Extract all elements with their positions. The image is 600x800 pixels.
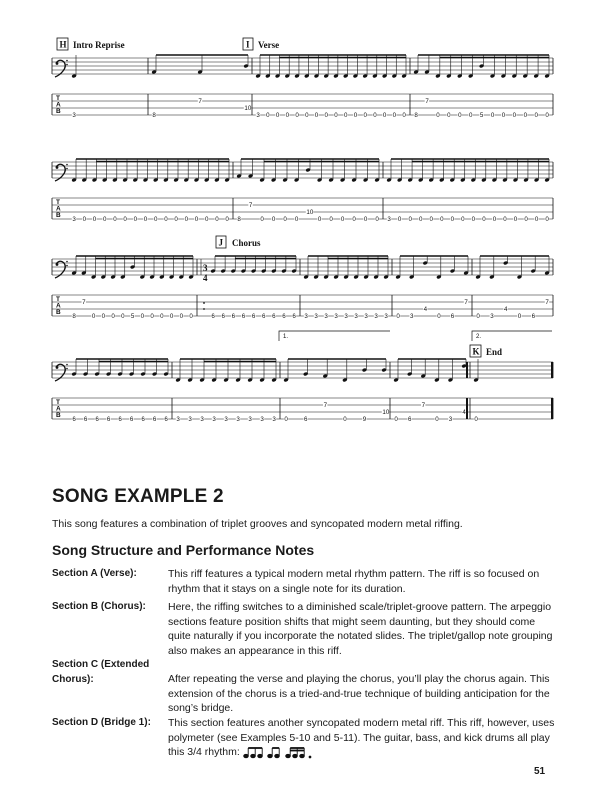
tab-fret-number: 0 (471, 216, 476, 224)
tab-fret-number: 4 (504, 306, 508, 314)
section-note-text: This riff features a typical modern metal rhythm pattern. The riff is so focused on rhythm that it stays on a single note for its duration. (168, 568, 540, 595)
svg-text:A: A (56, 101, 61, 109)
tab-fret-number: 0 (283, 216, 287, 224)
page-heading: SONG EXAMPLE 2 (52, 486, 224, 507)
tab-fret-number: 0 (474, 416, 478, 424)
tab-fret-number: 0 (363, 112, 367, 120)
ending-brackets (279, 331, 552, 341)
measure (386, 159, 549, 223)
tab-fret-number: 6 (118, 416, 122, 424)
svg-text:A: A (56, 205, 61, 213)
tab-fret-number: 0 (534, 112, 538, 120)
tab-fret-number: 7 (248, 202, 253, 210)
svg-text:B: B (56, 108, 61, 115)
measure (151, 55, 251, 119)
tab-fret-number: 3 (72, 112, 76, 120)
svg-text:A: A (56, 405, 61, 413)
section-note-a (52, 567, 557, 596)
svg-text:J: J (218, 237, 223, 248)
tab-fret-number: 0 (225, 216, 229, 224)
tab-fret-number: 0 (394, 416, 398, 424)
measure (71, 359, 168, 423)
tab-fret-number: 0 (447, 112, 451, 120)
section-note-b (52, 600, 557, 658)
tab-clef-icon (56, 296, 61, 316)
section-label-verse: Verse (258, 40, 280, 50)
page-number: 51 (534, 766, 546, 777)
music-system (52, 159, 553, 223)
tab-fret-number: 0 (363, 216, 368, 224)
tab-fret-number: 0 (154, 216, 158, 224)
tab-fret-number: 3 (248, 416, 252, 424)
tab-fret-number: 3 (410, 313, 414, 321)
tab-fret-number: 0 (179, 313, 184, 321)
tab-fret-number: 0 (512, 112, 517, 120)
tab-fret-number: 0 (375, 216, 379, 224)
tab-fret-number: 0 (517, 313, 522, 321)
section-note-label: Section A (Verse): (52, 568, 137, 579)
svg-text:3: 3 (203, 263, 208, 273)
tab-fret-number: 4 (462, 409, 466, 417)
tab-fret-number: 8 (414, 112, 418, 120)
tab-fret-number: 6 (272, 313, 276, 321)
tab-fret-number: 3 (260, 416, 264, 424)
svg-text:T: T (56, 199, 60, 206)
tab-fret-number: 0 (503, 216, 507, 224)
section-note-text (168, 716, 557, 760)
tab-fret-number: 10 (244, 105, 252, 113)
tab-fret-number: 6 (251, 313, 256, 321)
tab-fret-number: 0 (215, 216, 219, 224)
tab-fret-number: 6 (129, 416, 134, 424)
tab-fret-number: 0 (396, 313, 400, 321)
tab-fret-number: 0 (382, 112, 387, 120)
tab-fret-number: 0 (121, 313, 125, 321)
music-system (52, 359, 553, 423)
tab-fret-number: 0 (113, 216, 117, 224)
measure (475, 256, 549, 320)
tab-fret-number: 0 (101, 313, 106, 321)
tab-fret-number: 0 (440, 216, 444, 224)
tab-fret-number: 0 (435, 416, 439, 424)
svg-text:H: H (59, 39, 67, 50)
tab-fret-number: 0 (468, 112, 473, 120)
rhythm-figure (243, 746, 317, 759)
svg-text:T: T (56, 95, 60, 102)
tab-fret-number: 3 (490, 313, 494, 321)
tab-fret-number: 0 (436, 112, 440, 120)
tab-fret-number: 8 (237, 216, 241, 224)
tab-fret-number: 7 (545, 299, 549, 307)
tab-fret-number: 6 (292, 313, 296, 321)
tab-fret-number: 3 (387, 216, 391, 224)
measure (71, 256, 193, 320)
tab-fret-number: 3 (448, 416, 453, 424)
tab-fret-number: 0 (184, 216, 189, 224)
tab-fret-number: 9 (362, 416, 367, 424)
tab-fret-number: 6 (83, 416, 88, 424)
tab-fret-number: 0 (353, 112, 358, 120)
tab-fret-number: 0 (450, 216, 455, 224)
tab-fret-number: 0 (91, 313, 96, 321)
measure (283, 359, 389, 423)
tab-fret-number: 7 (421, 402, 426, 410)
tab-fret-number: 0 (352, 216, 356, 224)
tab-fret-number: 0 (111, 313, 115, 321)
tab-fret-number: 3 (272, 416, 276, 424)
tab-fret-number: 7 (198, 98, 202, 106)
tab-fret-number: 0 (92, 216, 97, 224)
tab-fret-number: 7 (425, 98, 429, 106)
tab-fret-number: 8 (72, 313, 76, 321)
tab-fret-number: 0 (392, 112, 397, 120)
tab-fret-number: 3 (314, 313, 318, 321)
tab-fret-number: 0 (189, 313, 193, 321)
tab-fret-number: 6 (450, 313, 455, 321)
tab-fret-number: 3 (344, 313, 348, 321)
tab-fret-number: 7 (323, 402, 328, 410)
tab-fret-number: 3 (236, 416, 240, 424)
tab-fret-number: 3 (176, 416, 180, 424)
tab-fret-number: 0 (174, 216, 178, 224)
section-label-chorus: Chorus (232, 238, 261, 248)
tab-fret-number: 0 (133, 216, 138, 224)
tab-fret-number: 6 (95, 416, 99, 424)
tab-fret-number: 6 (72, 416, 76, 424)
tab-fret-number: 0 (284, 416, 288, 424)
tab-fret-number: 0 (545, 216, 549, 224)
section-note-label: Section D (Bridge 1): (52, 717, 151, 728)
tab-fret-number: 0 (324, 112, 328, 120)
tab-fret-number: 5 (479, 112, 484, 120)
tab-fret-number: 0 (545, 112, 549, 120)
svg-text:I: I (246, 39, 250, 50)
section-note-text: After repeating the verse and playing the chorus, you’ll play the chorus again. This extension of the chorus is a tried-and-true technique of building anticipation for the song’s bridge. (168, 673, 550, 714)
rehearsal-mark-j (216, 236, 261, 248)
svg-text:K: K (472, 346, 480, 357)
tab-fret-number: 6 (231, 313, 236, 321)
tab-fret-number: 3 (224, 416, 228, 424)
rehearsal-mark-i (243, 38, 279, 50)
tab-fret-number: 0 (82, 216, 87, 224)
tab-fret-number: 0 (402, 112, 406, 120)
tab-fret-number: 0 (205, 216, 209, 224)
tab-fret-number: 0 (524, 216, 528, 224)
tab-fret-number: 0 (103, 216, 107, 224)
tab-fret-number: 0 (164, 216, 168, 224)
tab-fret-number: 4 (423, 306, 428, 314)
section-note-text: Here, the riffing switches to a diminished scale/triplet-groove pattern. The arpeggio sections feature position shifts that might seem daunting, but they should come quite naturally if you incorporate the notated slides. The triplet/gallop note grouping also makes an appearance in this riff. (168, 601, 553, 657)
tab-fret-number: 6 (152, 416, 157, 424)
tab-fret-number: 0 (260, 216, 264, 224)
tab-fret-number: 0 (501, 112, 506, 120)
tab-fret-number: 6 (531, 313, 536, 321)
tab-fret-number: 0 (123, 216, 127, 224)
tab-fret-number: 0 (305, 112, 309, 120)
tab-fret-number: 0 (534, 216, 539, 224)
tab-fret-number: 0 (513, 216, 518, 224)
tab-fret-number: 0 (140, 313, 145, 321)
tab-fret-number: 0 (169, 313, 174, 321)
tab-fret-number: 3 (334, 313, 338, 321)
second-ending-label: 2. (476, 334, 482, 340)
intro-paragraph: This song features a combination of triplet grooves and syncopated modern metal riffing. (52, 518, 463, 530)
section-note-d-text: This section features another syncopated modern metal riff. This riff, however, uses polymeter (see Examples 5-10 and 5-11). The guitar, bass, and kick drums all play this 3/4 rhythm: (168, 717, 555, 758)
rehearsal-mark-k (470, 345, 502, 357)
tab-fret-number: 0 (317, 216, 322, 224)
tab-fret-number: 0 (437, 313, 441, 321)
tab-fret-number: 0 (344, 112, 348, 120)
first-ending-label: 1. (283, 334, 289, 340)
tab-fret-number: 3 (324, 313, 328, 321)
tab-fret-number: 0 (482, 216, 486, 224)
tab-fret-number: 0 (285, 112, 290, 120)
tab-fret-number: 0 (523, 112, 528, 120)
tab-fret-number: 0 (160, 313, 164, 321)
rehearsal-mark-h (57, 38, 125, 50)
tab-fret-number: 3 (374, 313, 378, 321)
tab-clef-icon (56, 199, 61, 219)
music-system (52, 256, 553, 320)
tab-fret-number: 6 (304, 416, 308, 424)
tab-fret-number: 0 (492, 216, 497, 224)
tab-fret-number: 0 (476, 313, 480, 321)
tab-fret-number: 10 (306, 209, 314, 217)
measure (473, 359, 478, 423)
tab-fret-number: 0 (340, 216, 345, 224)
svg-text:T: T (56, 296, 60, 303)
tab-fret-number: 0 (343, 416, 347, 424)
tab-fret-number: 3 (256, 112, 260, 120)
tab-fret-number: 3 (200, 416, 204, 424)
tab-clef-icon (56, 399, 61, 419)
tab-fret-number: 3 (212, 416, 216, 424)
tab-fret-number: 5 (130, 313, 135, 321)
tab-fret-number: 6 (141, 416, 145, 424)
measure (71, 55, 76, 119)
tab-fret-number: 3 (384, 313, 388, 321)
tab-fret-number: 10 (382, 409, 390, 417)
section-note-d (52, 716, 557, 760)
tab-fret-number: 0 (150, 313, 154, 321)
tab-fret-number: 6 (282, 313, 286, 321)
measure (255, 55, 406, 119)
tab-fret-number: 0 (271, 216, 276, 224)
tab-fret-number: 0 (419, 216, 423, 224)
tab-fret-number: 7 (82, 299, 86, 307)
tab-fret-number: 0 (490, 112, 495, 120)
measure (236, 159, 379, 223)
tab-fret-number: 0 (373, 112, 377, 120)
tab-fret-number: 6 (221, 313, 225, 321)
tab-fret-number: 0 (334, 112, 338, 120)
section-label-end: End (486, 347, 503, 357)
section-note-label: Section B (Chorus): (52, 601, 146, 612)
tab-fret-number: 0 (397, 216, 402, 224)
tab-fret-number: 0 (275, 112, 280, 120)
music-system (52, 55, 553, 119)
tab-fret-number: 0 (329, 216, 333, 224)
tab-fret-number: 0 (194, 216, 199, 224)
tab-fret-number: 7 (464, 299, 468, 307)
tab-fret-number: 6 (408, 416, 412, 424)
tab-fret-number: 0 (408, 216, 412, 224)
tab-fret-number: 0 (458, 112, 462, 120)
tab-fret-number: 3 (354, 313, 358, 321)
measure (210, 256, 296, 320)
tab-fret-number: 6 (262, 313, 266, 321)
tab-fret-number: 3 (304, 313, 308, 321)
time-signature (203, 263, 208, 283)
tab-fret-number: 0 (429, 216, 433, 224)
section-note-label: Section C (Extended Chorus): (52, 659, 150, 685)
measure (393, 359, 466, 423)
tab-fret-number: 3 (72, 216, 76, 224)
svg-text:B: B (56, 212, 61, 219)
tab-clef-icon (56, 95, 61, 115)
measure (303, 256, 388, 320)
tab-fret-number: 0 (294, 216, 299, 224)
tab-fret-number: 0 (461, 216, 465, 224)
measure (413, 55, 549, 119)
tab-fret-number: 3 (364, 313, 368, 321)
section-label-intro-reprise: Intro Reprise (73, 40, 125, 50)
svg-text:4: 4 (203, 273, 208, 283)
tab-fret-number: 6 (106, 416, 111, 424)
measure (395, 256, 468, 320)
tab-fret-number: 8 (152, 112, 156, 120)
svg-text:A: A (56, 302, 61, 310)
tab-fret-number: 6 (211, 313, 215, 321)
tab-fret-number: 6 (241, 313, 246, 321)
tab-fret-number: 0 (295, 112, 299, 120)
svg-text:T: T (56, 399, 60, 406)
tab-fret-number: 3 (188, 416, 192, 424)
tab-fret-number: 0 (314, 112, 319, 120)
tab-fret-number: 0 (266, 112, 270, 120)
measure (71, 159, 229, 223)
tab-fret-number: 6 (164, 416, 168, 424)
subheading: Song Structure and Performance Notes (52, 542, 315, 558)
section-note-c (52, 658, 557, 716)
svg-text:B: B (56, 412, 61, 419)
tab-fret-number: 0 (143, 216, 148, 224)
svg-text:B: B (56, 309, 61, 316)
measure (175, 359, 276, 423)
